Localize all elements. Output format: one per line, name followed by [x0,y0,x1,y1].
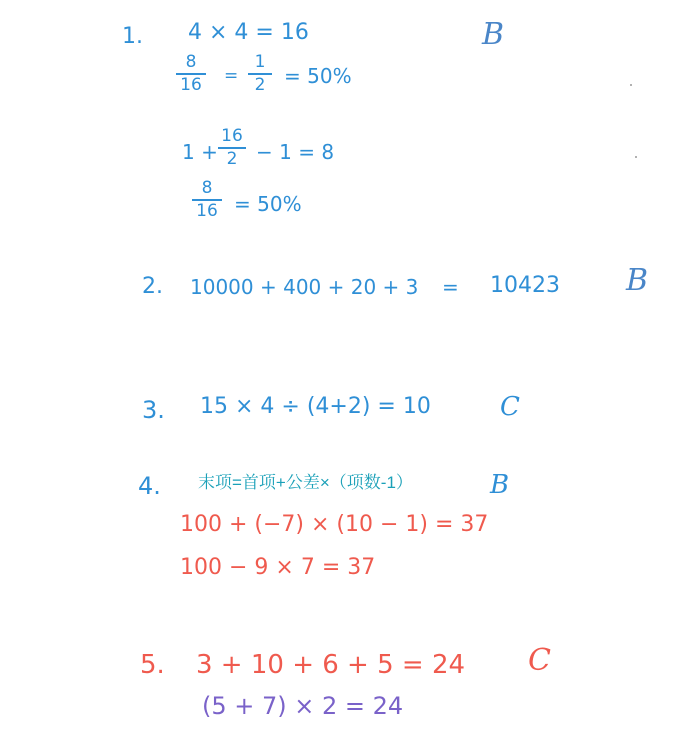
q1-fraction-4 [192,180,222,220]
q5-line2: (5 + 7) × 2 = 24 [202,692,404,720]
q3-answer: C [500,392,520,422]
q1-fraction-2-denominator: 2 [254,74,266,95]
q2-number: 2. [142,274,163,299]
q1-fraction-3-numerator: 16 [221,126,243,146]
q3-expression: 15 × 4 ÷ (4+2) = 10 [200,394,431,419]
q1-result-2: = 50% [234,192,302,216]
q4-number: 4. [138,472,161,500]
q1-fraction-4-denominator: 16 [196,200,218,221]
q1-fraction-1-denominator: 16 [180,74,202,95]
q1-result-1: = 50% [284,64,352,88]
q1-line3-pre: 1 + [182,140,218,164]
q1-fraction-3 [218,128,246,168]
q5-expression: 3 + 10 + 6 + 5 = 24 [196,650,466,680]
stray-dot [630,84,632,86]
q1-number: 1. [122,24,143,49]
q5-number: 5. [140,650,165,680]
q3-number: 3. [142,396,165,424]
stray-dot [635,156,637,158]
q4-line2: 100 − 9 × 7 = 37 [180,555,376,580]
q4-answer: B [490,470,510,500]
q2-result: 10423 [490,273,560,298]
q1-line3-post: − 1 = 8 [256,140,335,164]
q1-fraction-4-numerator: 8 [201,178,213,198]
q2-equals: = [442,275,459,299]
q2-answer: B [626,263,649,298]
q1-fraction-1 [176,54,206,94]
q1-fraction-2 [248,54,272,94]
q1-fraction-3-denominator: 2 [226,148,238,169]
q1-line1: 4 × 4 = 16 [188,20,309,45]
q2-expression: 10000 + 400 + 20 + 3 [190,275,419,299]
q1-equals: = [224,66,239,86]
q5-answer: C [528,643,551,678]
q1-fraction-2-numerator: 1 [254,52,266,72]
q1-answer: B [482,17,505,52]
q4-formula: 末项=首项+公差×（项数-1） [198,473,413,492]
q1-fraction-1-numerator: 8 [185,52,197,72]
q4-line1: 100 + (−7) × (10 − 1) = 37 [180,512,489,537]
